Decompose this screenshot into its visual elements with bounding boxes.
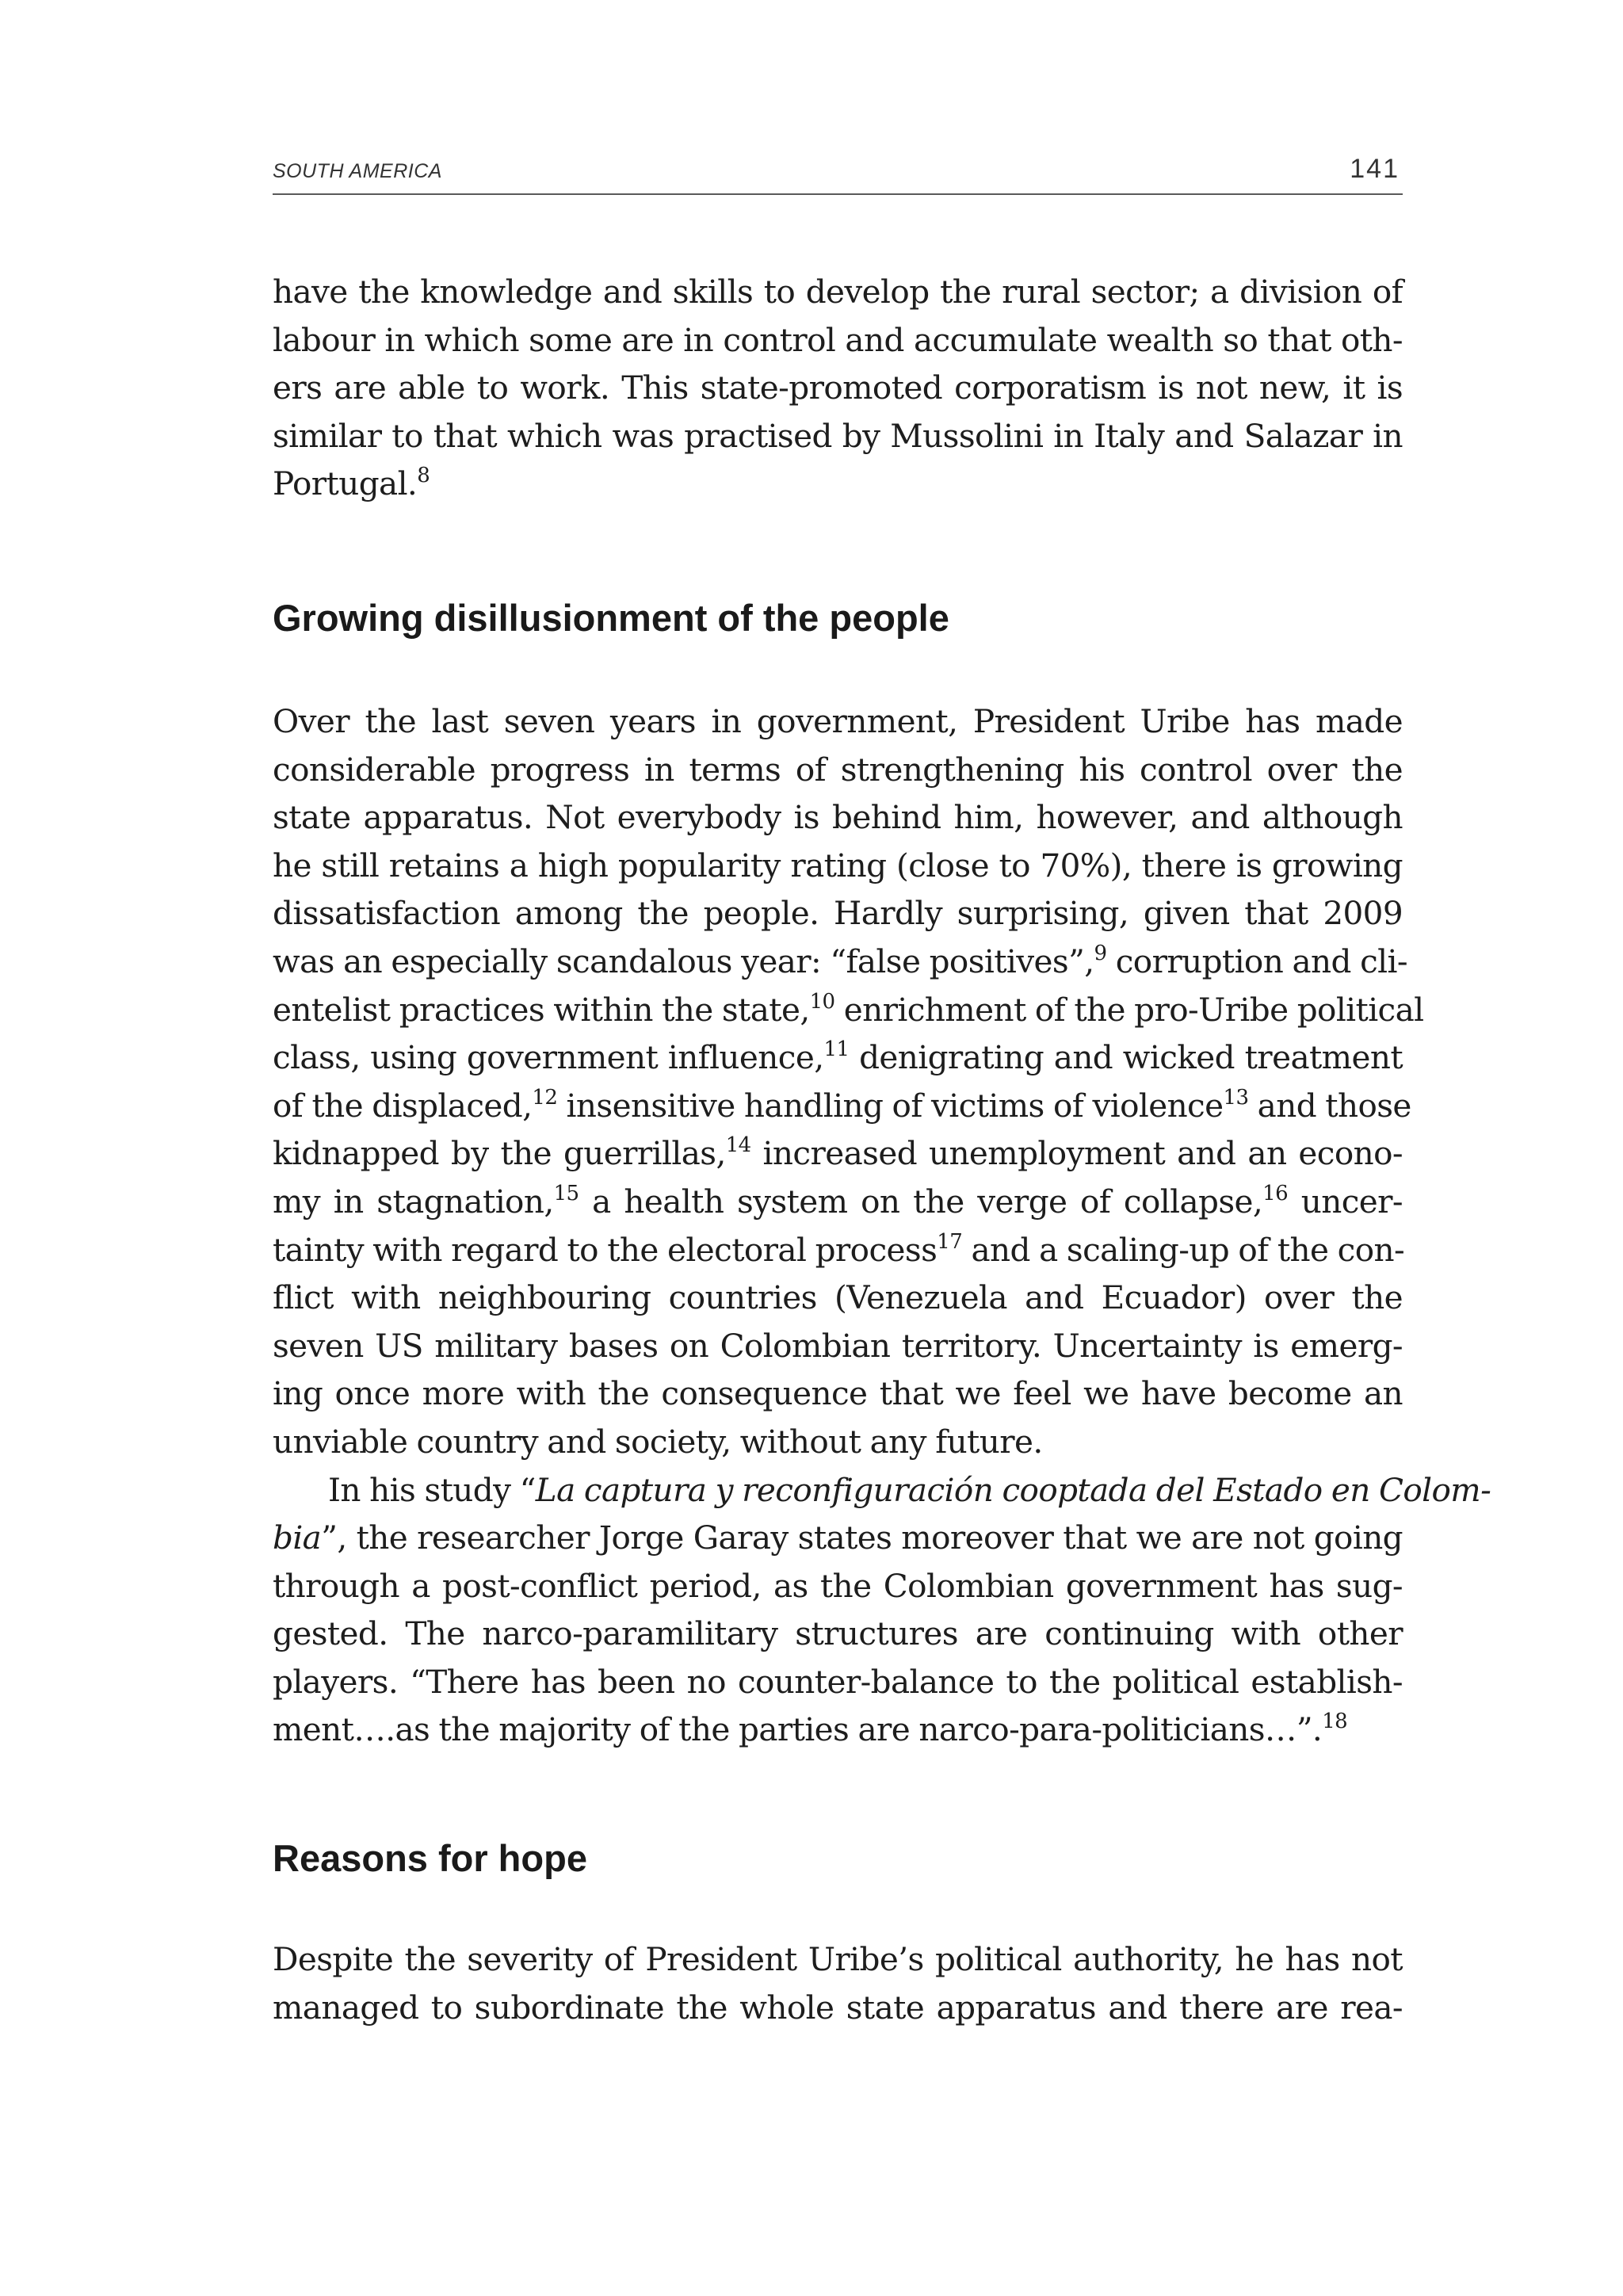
text-line xyxy=(273,460,1403,508)
book-page xyxy=(273,0,1491,2296)
italic-title: bia xyxy=(273,1519,322,1557)
text-run: was an especially scandalous year: “false positives”, xyxy=(273,942,1094,980)
text-run: my in stagnation, xyxy=(273,1182,554,1221)
text-line xyxy=(273,1082,1411,1130)
section-heading: Reasons for hope xyxy=(273,1837,587,1879)
text-line: Despite the severity of President Uribe’s political authority, he has not xyxy=(273,1940,1403,1978)
text-run: increased unemployment and an econo- xyxy=(750,1134,1403,1173)
text-line xyxy=(273,938,1407,986)
footnote-ref: 15 xyxy=(553,1181,579,1205)
text-run: insensitive handling of victims of violence xyxy=(557,1086,1224,1125)
text-run: Portugal. xyxy=(273,464,418,503)
footnote-ref: 11 xyxy=(823,1037,850,1062)
footnote-ref: 17 xyxy=(937,1229,963,1254)
text-line: flict with neighbouring countries (Venezuela and Ecuador) over the xyxy=(273,1278,1403,1317)
paragraph-continuation xyxy=(273,268,1403,508)
text-run: and those xyxy=(1248,1086,1411,1125)
text-run: ment….as the majority of the parties are narco-para-politicians…”. xyxy=(273,1710,1323,1749)
text-line: considerable progress in terms of strengthening his control over the xyxy=(273,750,1403,789)
text-run: uncer- xyxy=(1288,1182,1403,1221)
text-run: and a scaling-up of the con- xyxy=(962,1230,1405,1269)
text-run: of the displaced, xyxy=(273,1086,533,1125)
text-line xyxy=(273,1226,1403,1274)
text-run: In his study “ xyxy=(328,1470,536,1509)
page-number: 141 xyxy=(1350,154,1400,184)
text-run: kidnapped by the guerrillas, xyxy=(273,1134,726,1173)
text-line xyxy=(273,1129,1403,1178)
paragraph-hope xyxy=(273,1935,1403,2031)
text-line xyxy=(273,1514,1403,1562)
text-run: entelist practices within the state, xyxy=(273,990,810,1029)
footnote-ref: 13 xyxy=(1223,1085,1249,1110)
text-line: unviable country and society, without any future. xyxy=(273,1422,1043,1461)
text-line: similar to that which was practised by Mussolini in Italy and Salazar in xyxy=(273,416,1403,455)
text-line: through a post-conflict period, as the Colombian government has sug- xyxy=(273,1566,1403,1605)
text-line xyxy=(273,1178,1403,1226)
text-run: enrichment of the pro-Uribe political xyxy=(834,990,1424,1029)
italic-title: La captura y reconfiguración cooptada del Estado en Colom- xyxy=(535,1470,1491,1509)
text-line xyxy=(273,1033,1403,1082)
text-run: ”, the researcher Jorge Garay states moreover that we are not going xyxy=(321,1519,1403,1557)
text-run: class, using government influence, xyxy=(273,1038,824,1077)
text-line: managed to subordinate the whole state apparatus and there are rea- xyxy=(273,1988,1403,2027)
footnote-ref: 14 xyxy=(725,1133,751,1158)
footnote-ref: 18 xyxy=(1322,1710,1348,1734)
text-line: ers are able to work. This state-promoted corporatism is not new, it is xyxy=(273,369,1403,407)
text-line xyxy=(273,986,1424,1034)
text-line xyxy=(273,1706,1403,1754)
text-line: Over the last seven years in government, President Uribe has made xyxy=(273,702,1403,740)
text-line: seven US military bases on Colombian territory. Uncertainty is emerg- xyxy=(273,1326,1403,1365)
text-run: denigrating and wicked treatment xyxy=(849,1038,1403,1077)
text-line: ing once more with the consequence that we feel we have become an xyxy=(273,1374,1403,1413)
footnote-ref: 16 xyxy=(1262,1181,1289,1205)
text-line: he still retains a high popularity rating (close to 70%), there is growing xyxy=(273,846,1403,884)
footnote-ref: 10 xyxy=(809,989,835,1014)
text-line: dissatisfaction among the people. Hardly surprising, given that 2009 xyxy=(273,894,1403,933)
footnote-ref: 12 xyxy=(532,1085,558,1110)
text-run: tainty with regard to the electoral process xyxy=(273,1230,938,1269)
text-line: players. “There has been no counter-balance to the political establish- xyxy=(273,1662,1403,1701)
footnote-ref: 8 xyxy=(417,464,430,488)
section-heading: Growing disillusionment of the people xyxy=(273,597,949,639)
footnote-ref: 9 xyxy=(1094,941,1107,965)
text-line: state apparatus. Not everybody is behind him, however, and although xyxy=(273,798,1403,837)
text-line: gested. The narco-paramilitary structures are continuing with other xyxy=(273,1614,1403,1653)
text-line xyxy=(273,1466,1491,1515)
running-header xyxy=(273,155,1403,195)
text-run: a health system on the verge of collapse, xyxy=(579,1182,1263,1221)
text-line: labour in which some are in control and accumulate wealth so that oth- xyxy=(273,320,1403,359)
paragraph-disillusionment xyxy=(273,697,1491,1754)
text-line: have the knowledge and skills to develop the rural sector; a division of xyxy=(273,273,1403,311)
text-run: corruption and cli- xyxy=(1106,942,1407,980)
running-title: SOUTH AMERICA xyxy=(273,160,442,182)
